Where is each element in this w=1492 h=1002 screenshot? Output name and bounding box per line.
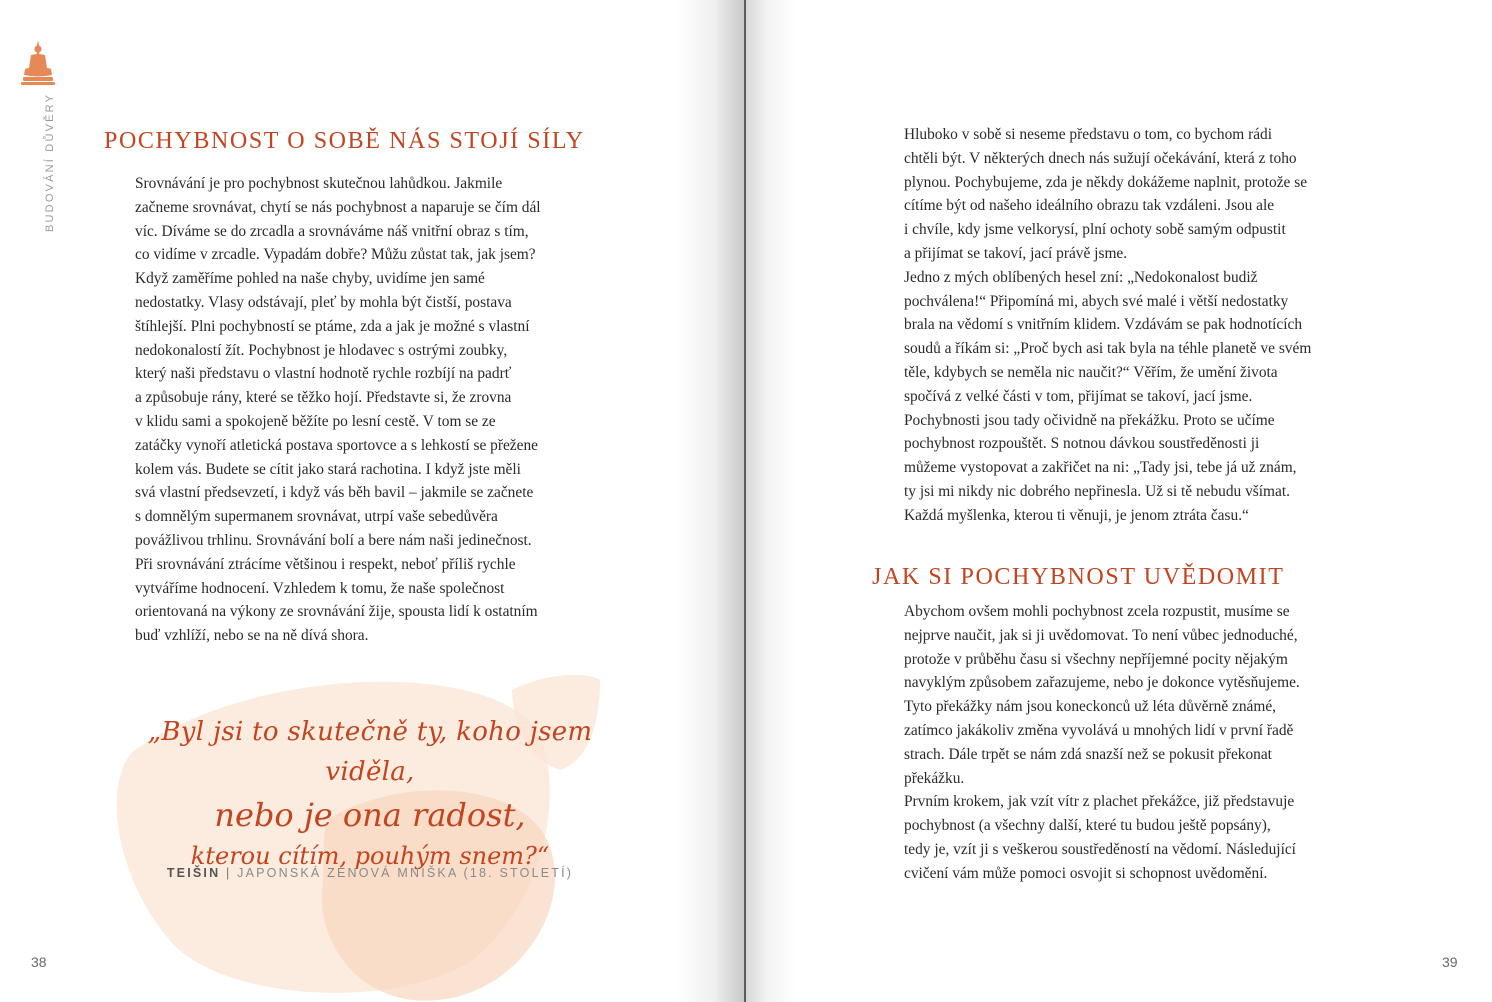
text-line: nedostatky. Vlasy odstávají, pleť by mohla být čistší, postava [135, 293, 512, 311]
text-line: ty jsi mi nikdy nic dobrého nepřinesla. Už si tě nebudu všímat. [904, 482, 1290, 500]
text-line: plynou. Pochybujeme, zda je někdy dokážeme naplnit, protože se [904, 173, 1308, 191]
text-line: Tyto překážky nám jsou koneckonců už léta důvěrně známé, [904, 698, 1277, 716]
spine-shadow [675, 0, 745, 1002]
text-line: Každá myšlenka, kterou ti věnuji, je jenom ztráta času.“ [904, 506, 1249, 524]
text-line: začneme srovnávat, chytí se nás pochybnost a naparuje se čím dál [135, 198, 541, 216]
text-line: protože v průběhu času si všechny nepříjemné pocity nějakým [904, 650, 1288, 668]
text-line: pochválena!“ Připomíná mi, abych své malé i větší nedostatky [904, 292, 1289, 310]
page-number: 38 [31, 954, 47, 970]
section-heading: JAK SI POCHYBNOST UVĚDOMIT [872, 564, 1285, 590]
body-paragraph [904, 600, 1300, 886]
left-page [0, 0, 745, 1002]
text-line: Abychom ovšem mohli pochybnost zcela rozpustit, musíme se [904, 603, 1290, 620]
section-heading: POCHYBNOST O SOBĚ NÁS STOJÍ SÍLY [104, 128, 585, 154]
text-line: soudů a říkám si: „Proč bych asi tak byla na téhle planetě ve svém [904, 340, 1312, 358]
text-line: orientovaná na výkony ze srovnávání žije, spousta lidí k ostatním [135, 603, 538, 621]
text-line: i chvíle, kdy jsme velkorysí, plní ochoty sobě samým odpustit [904, 221, 1286, 239]
text-line: Prvním krokem, jak vzít vítr z plachet překážce, již představuje [904, 793, 1295, 811]
quote-author-description: JAPONSKÁ ZENOVÁ MNIŠKA (18. STOLETÍ) [237, 866, 574, 880]
text-line: nedokonalostí žít. Pochybnost je hlodavec s ostrými zoubky, [135, 341, 508, 359]
quote-line-3: kterou cítím, pouhým snem?“ [190, 842, 550, 870]
side-section-label: BUDOVÁNÍ DŮVĚRY [44, 92, 56, 232]
text-line: cvičení vám může pomoci osvojit si schopnost uvědomění. [904, 864, 1268, 882]
text-line: pochybnost (a všechny další, které tu budou ještě popsány), [904, 817, 1271, 835]
text-line: těle, kdybych se neměla nic naučit?“ Věřím, že umění života [904, 363, 1278, 381]
text-line: a způsobuje rány, které se těžko hojí. Představte si, že zrovna [135, 389, 512, 407]
text-line: spočívá z velké části v tom, přijímat se takoví, jací jsme. [904, 387, 1253, 405]
attribution-separator: | [226, 866, 232, 880]
body-paragraph [904, 123, 1311, 528]
text-line: který naši představu o vlastní hodnotě rychle rozbíjí na padrť [135, 365, 512, 383]
text-line: povážlivou trhlinu. Srovnávání bolí a bere nám naši jedinečnost. [135, 531, 532, 549]
quote-attribution [100, 866, 640, 880]
text-line: cítíme být od našeho ideálního obrazu tak vzdáleni. Jsou ale [904, 197, 1275, 215]
text-line: štíhlejší. Plni pochybností se ptáme, zda a jak je možné s vlastní [135, 317, 530, 335]
text-line: tedy je, vzít ji s veškerou soustředěností na vědomí. Následující [904, 840, 1296, 858]
quote-line-2: nebo je ona radost, [214, 796, 526, 834]
text-line: Jedno z mých oblíbených hesel zní: „Nedokonalost budiž [904, 268, 1258, 286]
text-line: brala na vědomí s vnitřním klidem. Vzdávám se pak hodnotících [904, 316, 1303, 334]
text-line: chtěli být. V některých dnech nás sužují očekávání, která z toho [904, 149, 1297, 167]
text-line: kolem vás. Budete se cítit jako stará rachotina. I když jste měli [135, 460, 521, 478]
text-line: Při srovnávání ztrácíme většinou i respekt, neboť příliš rychle [135, 555, 516, 573]
text-line: navyklým způsobem zařazujeme, nebo je dokonce vytěsňujeme. [904, 674, 1300, 692]
text-line: zatímco jakákoliv změna vyvolává u mnohých lidí v první řadě [904, 721, 1294, 739]
text-line: Pochybnosti jsou tady očividně na překážku. Proto se učíme [904, 411, 1275, 429]
text-line: překážku. [904, 769, 965, 787]
text-line: nejprve naučit, jak si ji uvědomovat. To není vůbec jednoduché, [904, 626, 1298, 644]
text-line: s domnělým supermanem srovnávat, utrpí vaše sebedůvěra [135, 508, 498, 526]
text-line: svá vlastní předsevzetí, i když vás běh bavil – jakmile se začnete [135, 484, 534, 502]
text-line: v klidu sami a spokojeně běžíte po lesní cestě. V tom se ze [135, 412, 496, 430]
text-line: Hluboko v sobě si neseme představu o tom, co bychom rádi [904, 126, 1273, 143]
text-line: víc. Díváme se do zrcadla a srovnáváme náš vnitřní obraz s tím, [135, 222, 529, 240]
quote-line-1: „Byl jsi to skutečně ty, koho jsem viděla, [147, 717, 593, 787]
spine-shadow [746, 0, 796, 1002]
text-line: Srovnávání je pro pochybnost skutečnou lahůdkou. Jakmile [135, 175, 503, 192]
text-line: strach. Dále trpět se nám zdá snazší než se pokusit překonat [904, 745, 1272, 763]
text-line: a přijímat se takoví, jací právě jsme. [904, 244, 1128, 262]
right-page [746, 0, 1492, 1002]
text-line: zatáčky vynoří atletická postava sportovce a s lehkostí se přežene [135, 436, 538, 454]
text-line: můžeme vystopovat a zakřičet na ni: „Tady jsi, tebe já už znám, [904, 459, 1297, 477]
text-line: buď vzhlíží, nebo se na ně dívá shora. [135, 627, 369, 645]
text-line: co vidíme v zrcadle. Vypadám dobře? Můžu zůstat tak, jak jsem? [135, 246, 536, 264]
page-number: 39 [1442, 954, 1458, 970]
text-line: pochybnost rozpouštět. S notnou dávkou soustředěnosti ji [904, 435, 1260, 453]
pull-quote [100, 712, 640, 874]
text-line: Když zaměříme pohled na naše chyby, uvidíme jen samé [135, 270, 485, 288]
text-line: vytváříme hodnocení. Vzhledem k tomu, že naše společnost [135, 579, 505, 597]
quote-author: TEIŠIN [166, 866, 221, 880]
